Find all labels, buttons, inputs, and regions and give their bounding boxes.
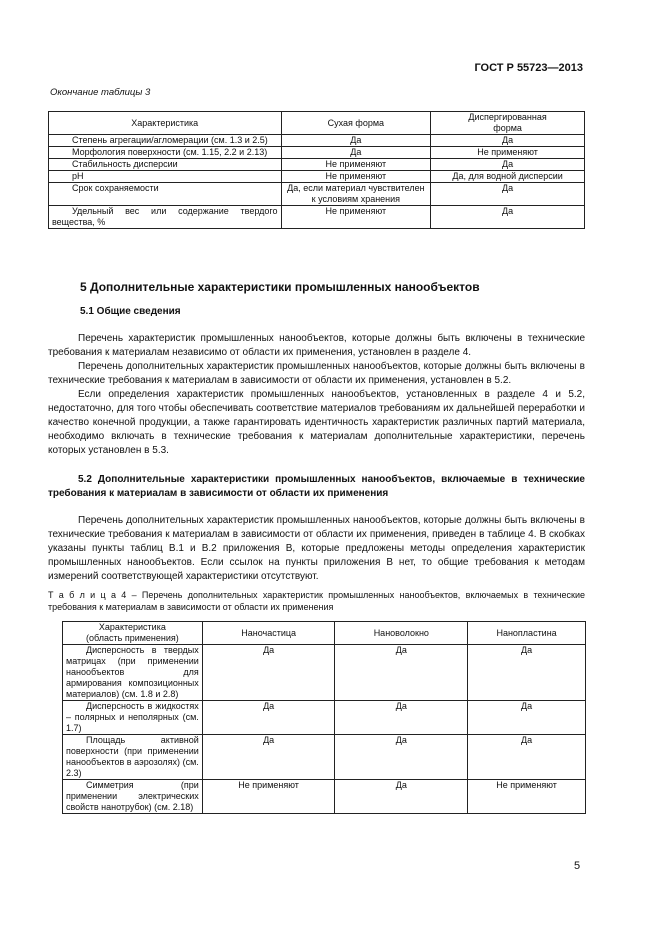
table-cell: Дисперсность в жидкостях – полярных и неполярных (см. 1.7) [63,701,203,735]
table3-caption: Окончание таблицы 3 [50,87,151,98]
table-cell: Да [335,735,468,780]
table-header-row [63,622,586,645]
table-cell: Да [335,780,468,814]
table-row [49,159,585,171]
table-cell: Не применяют [431,147,585,159]
table-row [49,147,585,159]
table-cell: Стабильность дисперсии [49,159,282,171]
table-cell: Да [431,183,585,206]
paragraph: Перечень дополнительных характеристик промышленных нанообъектов, которые должны быть включены в технические требования к материалам в зависимости от области их применения, установлен в 5.2. [48,361,585,386]
table-header: Нановолокно [335,622,468,645]
table-cell: Удельный вес или содержание твердого вещества, % [49,206,282,229]
table-header-row [49,112,585,135]
table-cell: Да [431,135,585,147]
table4 [62,621,586,814]
table-cell: Да [281,135,431,147]
table-cell: Не применяют [281,159,431,171]
table-cell: Морфология поверхности (см. 1.15, 2.2 и 2.13) [49,147,282,159]
table-row [49,206,585,229]
table-header: Характеристика (область применения) [63,622,203,645]
section-body [48,332,585,458]
table-cell: Да [202,701,335,735]
table4-caption: Т а б л и ц а 4 – Перечень дополнительных характеристик промышленных нанообъектов, включаемых в технические требования к материалам в зависимости от области их применения [48,590,585,612]
table-row [49,135,585,147]
paragraph: Если определения характеристик промышленных нанообъектов, установленных в разделе 4 и 5.2, недостаточно, для того чтобы обеспечивать соответствие материалов требованиям их дальнейшей переработки и качество конечной продукции, а также гарантировать идентичность характеристик различных партий материала, необходимо включать в технические требования к материалам дополнительные характеристики, перечень которых установлен в 5.3. [48,389,585,456]
table-cell: Да [468,645,586,701]
table-header: Наночастица [202,622,335,645]
table-cell: Да [335,645,468,701]
table-cell: Да [202,645,335,701]
table-cell: Да [431,159,585,171]
table3 [48,111,585,229]
table-row [63,701,586,735]
table-header: Нанопластина [468,622,586,645]
table-cell: Степень агрегации/агломерации (см. 1.3 и 2.5) [49,135,282,147]
table-cell: Да [468,701,586,735]
table-row [49,171,585,183]
table-cell: Да [202,735,335,780]
table-cell: Симметрия (при применении электрических свойств нанотрубок) (см. 2.18) [63,780,203,814]
table-cell: Не применяют [281,171,431,183]
table-cell: Да [468,735,586,780]
subsection-title: 5.1 Общие сведения [80,306,181,317]
paragraph: Перечень характеристик промышленных нанообъектов, которые должны быть включены в технические требования к материалам независимо от области их применения, установлен в разделе 4. [48,333,585,358]
table-cell: Да [281,147,431,159]
table-row [49,183,585,206]
table-cell: Дисперсность в твердых матрицах (при применении нанообъектов для армирования композиционных материалов) (см. 1.8 и 2.8) [63,645,203,701]
subsection-title: 5.2 Дополнительные характеристики промышленных нанообъектов, включаемые в технические требования к материалам в зависимости от области их применения [48,474,585,499]
table-header: Сухая форма [281,112,431,135]
section-title: 5 Дополнительные характеристики промышленных нанообъектов [80,280,480,294]
table-row [63,780,586,814]
section-body [48,514,585,584]
table-cell: Площадь активной поверхности (при применении нанообъектов в аэрозолях) (см. 2.3) [63,735,203,780]
table-cell: pH [49,171,282,183]
paragraph: Перечень дополнительных характеристик промышленных нанообъектов, которые должны быть включены в технические требования к материалам в зависимости от области их применения, приведен в таблице 4. В скобках указаны пункты таблиц В.1 и В.2 приложения В, которые предложены методы определения характеристик промышленных нанообъектов. Если ссылок на пункты приложения В нет, то общие требования к методам измерений соответствующей характеристики отсутствуют. [48,515,585,582]
subsection-heading-block [48,473,585,501]
table-cell: Срок сохраняемости [49,183,282,206]
table-cell: Да, для водной дисперсии [431,171,585,183]
table-cell: Да [335,701,468,735]
table-header: Характеристика [49,112,282,135]
table-cell: Не применяют [468,780,586,814]
table-header: Диспергированная форма [431,112,585,135]
table-cell: Да [431,206,585,229]
table-cell: Да, если материал чувствителен к условиям хранения [281,183,431,206]
page-number: 5 [574,860,581,872]
document-header: ГОСТ Р 55723—2013 [474,62,583,74]
table-cell: Не применяют [281,206,431,229]
table-cell: Не применяют [202,780,335,814]
table-row [63,735,586,780]
table-row [63,645,586,701]
